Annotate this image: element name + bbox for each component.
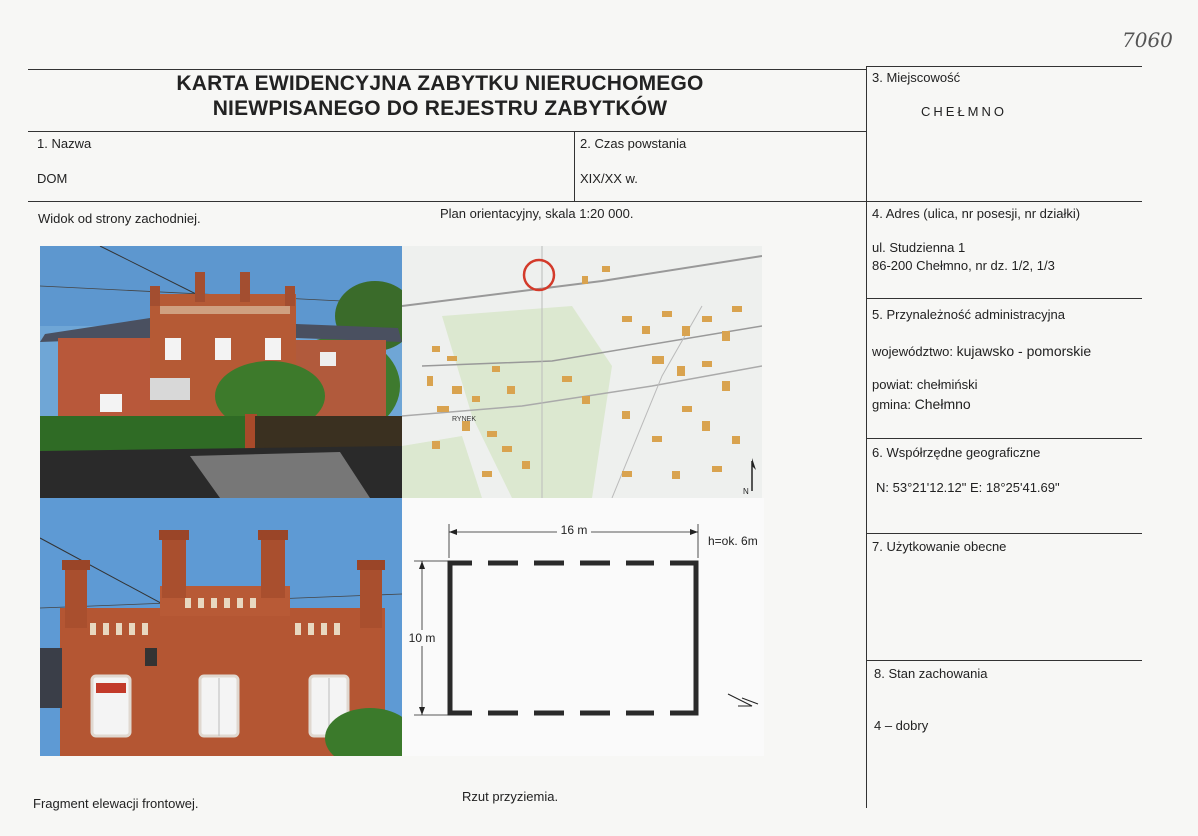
- voivodeship-label: województwo:: [872, 344, 953, 359]
- admin-affiliation-label: 5. Przynależność administracyjna: [872, 307, 1065, 322]
- county-row: [872, 377, 978, 392]
- main-vertical-divider: [866, 66, 867, 808]
- name-value: DOM: [37, 171, 68, 186]
- address-label: 4. Adres (ulica, nr posesji, nr działki): [872, 206, 1081, 221]
- header-bottom-rule: [28, 131, 866, 132]
- handwritten-catalog-number: 7060: [1122, 28, 1173, 52]
- fields-bottom-rule: [28, 201, 1142, 202]
- west-view-caption: Widok od strony zachodniej.: [38, 211, 201, 226]
- facade-fragment-caption: Fragment elewacji frontowej.: [33, 796, 199, 811]
- admin-bottom-rule: [866, 438, 1142, 439]
- house-west-photo: [40, 246, 402, 498]
- name-label: 1. Nazwa: [37, 136, 92, 151]
- plan-width-label: 16 m: [560, 523, 588, 537]
- commune-label: gmina:: [872, 397, 912, 412]
- plan-depth-label: 10 m: [408, 631, 436, 645]
- location-map: [402, 246, 762, 498]
- coords-bottom-rule: [866, 533, 1142, 534]
- usage-bottom-rule: [866, 660, 1142, 661]
- map-rynek-label: RYNEK: [452, 416, 476, 423]
- location-plan-caption: Plan orientacyjny, skala 1:20 000.: [440, 206, 634, 221]
- card-title-line2: NIEWPISANEGO DO REJESTRU ZABYTKÓW: [212, 97, 668, 120]
- address-city-plots: 86-200 Chełmno, nr dz. 1/2, 1/3: [872, 258, 1055, 273]
- address-street: ul. Studzienna 1: [872, 240, 966, 255]
- card-title-line1: KARTA EWIDENCYJNA ZABYTKU NIERUCHOMEGO: [176, 72, 704, 95]
- voivodeship-value: kujawsko - pomorskie: [956, 343, 1092, 359]
- facade-fragment-photo: [40, 498, 402, 756]
- construction-date-label: 2. Czas powstania: [580, 136, 687, 151]
- header-top-rule: [28, 69, 866, 70]
- coordinates-label: 6. Współrzędne geograficzne: [872, 445, 1041, 460]
- county-label: powiat:: [872, 377, 914, 392]
- locality-value: CHEŁMNO: [921, 104, 1008, 119]
- address-bottom-rule: [866, 298, 1142, 299]
- condition-label: 8. Stan zachowania: [874, 666, 988, 681]
- voivodeship-row: [872, 343, 1091, 359]
- coordinates-value: N: 53°21'12.12" E: 18°25'41.69": [876, 480, 1060, 495]
- county-value: chełmiński: [916, 377, 978, 392]
- plan-height-label: h=ok. 6m: [708, 534, 758, 548]
- construction-date-value: XIX/XX w.: [580, 171, 638, 186]
- condition-value: 4 – dobry: [874, 718, 929, 733]
- current-usage-label: 7. Użytkowanie obecne: [872, 539, 1007, 554]
- ground-floor-plan: [402, 498, 764, 756]
- locality-label: 3. Miejscowość: [872, 70, 961, 85]
- ground-plan-caption: Rzut przyziemia.: [462, 789, 559, 804]
- commune-value: Chełmno: [914, 396, 971, 412]
- side-top-rule: [866, 66, 1142, 67]
- commune-row: [872, 396, 971, 412]
- name-date-divider: [574, 131, 575, 201]
- map-north-label: N: [743, 487, 749, 496]
